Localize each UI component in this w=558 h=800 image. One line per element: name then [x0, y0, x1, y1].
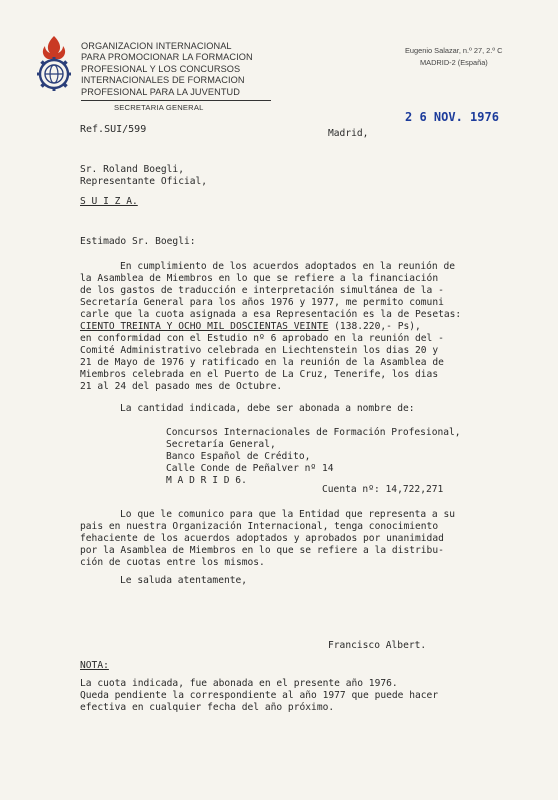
note-title: NOTA: — [80, 660, 109, 671]
date-stamp: 2 6 NOV. 1976 — [405, 110, 499, 124]
org-name-line: ORGANIZACION INTERNACIONAL — [81, 41, 232, 51]
bank-line: Banco Español de Crédito, — [166, 451, 311, 462]
paragraph-line: por la Asamblea de Miembros en lo que se refiere a la distribu- — [80, 545, 444, 556]
amount-words: CIENTO TREINTA Y OCHO MIL DOSCIENTAS VEINTE — [80, 321, 329, 332]
paragraph-line: en conformidad con el Estudio nº 6 aprobado en la reunión del - — [80, 333, 444, 344]
bank-line: Secretaría General, — [166, 439, 276, 450]
reference: Ref.SUI/599 — [80, 124, 147, 135]
address-line: Eugenio Salazar, n.º 27, 2.º C — [405, 46, 503, 55]
paragraph-line: Secretaría General para los años 1976 y 1977, me permito comuni — [80, 297, 444, 308]
paragraph-line: La cantidad indicada, debe ser abonada a nombre de: — [120, 403, 415, 414]
recipient-country: S U I Z A. — [80, 196, 138, 207]
paragraph-line: ción de cuotas entre los mismos. — [80, 557, 265, 568]
paragraph-line: carle que la cuota asignada a esa Representación es la de Pesetas: — [80, 309, 462, 320]
closing: Le saluda atentamente, — [120, 575, 248, 586]
note-line: La cuota indicada, fue abonada en el presente año 1976. — [80, 678, 398, 689]
paragraph-line: de los gastos de traducción e interpretación simultánea de la - — [80, 285, 444, 296]
department-name: SECRETARIA GENERAL — [114, 103, 204, 112]
paragraph-line: 21 de Mayo de 1976 y ratificado en la reunión de la Asamblea de — [80, 357, 444, 368]
organization-logo-icon — [34, 34, 74, 92]
amount-figure: (138.220,- Ps), — [334, 321, 421, 332]
paragraph-line: 21 al 24 del pasado mes de Octubre. — [80, 381, 283, 392]
bank-line: M A D R I D 6. — [166, 475, 247, 486]
paragraph-line: pais en nuestra Organización Internacional, tenga conocimiento — [80, 521, 439, 532]
address-line: MADRID-2 (España) — [420, 58, 488, 67]
org-name-line: PARA PROMOCIONAR LA FORMACION — [81, 52, 253, 63]
bank-line: Calle Conde de Peñalver nº 14 — [166, 463, 334, 474]
note-line: efectiva en cualquier fecha del año próximo. — [80, 702, 335, 713]
note-line: Queda pendiente la correspondiente al año 1977 que puede hacer — [80, 690, 439, 701]
salutation: Estimado Sr. Boegli: — [80, 236, 196, 247]
organization-name — [81, 41, 253, 98]
header-divider — [81, 100, 271, 101]
paragraph-line: la Asamblea de Miembros en lo que se refiere a la financiación — [80, 273, 439, 284]
org-name-line: PROFESIONAL Y LOS CONCURSOS — [81, 63, 241, 74]
signature-name: Francisco Albert. — [328, 640, 427, 651]
account-number: Cuenta nº: 14,722,271 — [322, 484, 444, 495]
org-name-line: INTERNACIONALES DE FORMACION — [81, 75, 245, 86]
paragraph-line: Miembros celebrada en el Puerto de La Cruz, Tenerife, los dias — [80, 369, 439, 380]
recipient-title: Representante Oficial, — [80, 176, 208, 187]
org-name-line: PROFESIONAL PARA LA JUVENTUD — [81, 86, 241, 97]
paragraph-line: fehaciente de los acuerdos adoptados y aprobados por unanimidad — [80, 533, 444, 544]
paragraph-line: Lo que le comunico para que la Entidad que representa a su — [120, 509, 456, 520]
city: Madrid, — [328, 128, 369, 139]
paragraph-line: Comité Administrativo celebrada en Liechtenstein los dias 20 y — [80, 345, 439, 356]
recipient-name: Sr. Roland Boegli, — [80, 164, 184, 175]
paragraph-line: En cumplimiento de los acuerdos adoptados en la reunión de — [120, 261, 456, 272]
bank-line: Concursos Internacionales de Formación Profesional, — [166, 427, 461, 438]
amount-line — [80, 321, 421, 333]
